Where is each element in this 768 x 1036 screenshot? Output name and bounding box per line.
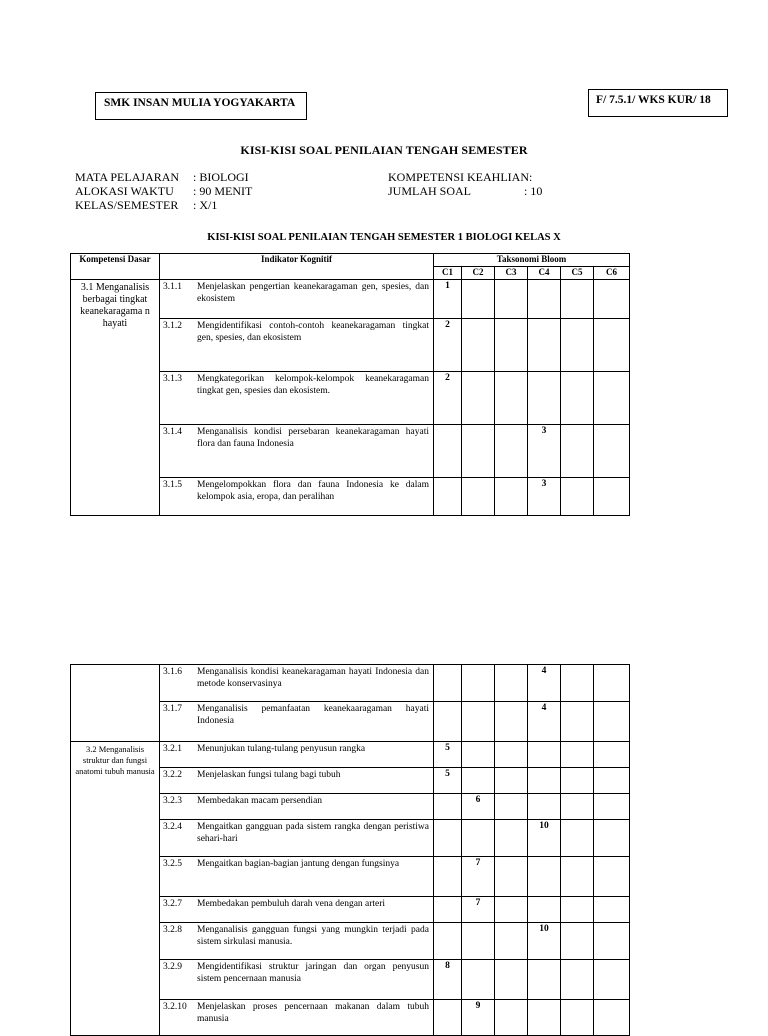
section-title: KISI-KISI SOAL PENILAIAN TENGAH SEMESTER 1 BIOLOGI KELAS X (207, 232, 561, 243)
bloom-score-c5 (561, 319, 594, 372)
bloom-score-c3 (495, 478, 528, 516)
mapel-label: MATA PELAJARAN (75, 170, 180, 184)
bloom-score-c1: 2 (434, 372, 462, 425)
table-row (71, 742, 630, 768)
indicator-number: 3.2.3 (163, 796, 182, 806)
bloom-score-c2 (462, 742, 495, 768)
bloom-score-c3 (495, 820, 528, 857)
bloom-score-c1 (434, 820, 462, 857)
kelas-value: : X/1 (193, 198, 218, 212)
indicator-cell (160, 280, 434, 319)
bloom-score-c1 (434, 794, 462, 820)
bloom-score-c2 (462, 768, 495, 794)
indicator-text: Menjelaskan proses pencernaan makanan dalam tubuh manusia (197, 1002, 429, 1024)
indicator-cell (160, 820, 434, 857)
bloom-score-c5 (561, 1000, 594, 1036)
bloom-score-c1 (434, 923, 462, 960)
bloom-score-c1: 2 (434, 319, 462, 372)
bloom-score-c3 (495, 923, 528, 960)
level-c6: C6 (594, 267, 630, 280)
bloom-score-c5 (561, 742, 594, 768)
bloom-score-c6 (594, 794, 630, 820)
indicator-number: 3.2.4 (163, 822, 182, 832)
bloom-score-c2 (462, 478, 495, 516)
indicator-number: 3.1.1 (163, 282, 182, 292)
bloom-score-c2 (462, 702, 495, 742)
indicator-text: Mengelompokkan flora dan fauna Indonesia ke dalam kelompok asia, eropa, dan peralihan (197, 480, 429, 502)
bloom-score-c3 (495, 425, 528, 478)
bloom-score-c5 (561, 923, 594, 960)
bloom-score-c5 (561, 794, 594, 820)
bloom-score-c4 (528, 960, 561, 1000)
mapel-value: : BIOLOGI (193, 170, 249, 184)
bloom-score-c6 (594, 742, 630, 768)
table-row (71, 280, 630, 319)
indicator-text: Menjelaskan fungsi tulang bagi tubuh (197, 770, 341, 780)
indicator-text: Membedakan pembuluh darah vena dengan arteri (197, 899, 386, 909)
form-code: F/ 7.5.1/ WKS KUR/ 18 (596, 94, 711, 106)
indicator-text: Membedakan macam persendian (197, 796, 323, 806)
indicator-number: 3.2.1 (163, 744, 182, 754)
bloom-score-c5 (561, 857, 594, 897)
bloom-score-c6 (594, 319, 630, 372)
bloom-score-c6 (594, 768, 630, 794)
bloom-score-c4: 3 (528, 425, 561, 478)
bloom-score-c6 (594, 820, 630, 857)
bloom-score-c3 (495, 280, 528, 319)
bloom-score-c4: 10 (528, 923, 561, 960)
bloom-score-c4 (528, 280, 561, 319)
indicator-cell (160, 665, 434, 702)
bloom-score-c2: 6 (462, 794, 495, 820)
bloom-score-c4 (528, 768, 561, 794)
indicator-text: Mengidentifikasi struktur jaringan dan organ penyusun sistem pencernaan manusia (197, 962, 429, 984)
bloom-score-c1 (434, 897, 462, 923)
bloom-score-c4: 3 (528, 478, 561, 516)
indicator-text: Menganalisis pemanfaatan keanekaaragaman hayati Indonesia (197, 704, 429, 726)
bloom-score-c5 (561, 478, 594, 516)
indicator-text: Menganalisis gangguan fungsi yang mungkin terjadi pada sistem sirkulasi manusia. (197, 925, 429, 947)
school-name-box (95, 92, 307, 120)
indicator-text: Menjelaskan pengertian keanekaragaman gen, spesies, dan ekosistem (197, 282, 429, 304)
bloom-score-c3 (495, 665, 528, 702)
kd-header: Kompetensi Dasar (71, 254, 160, 280)
indicator-number: 3.1.2 (163, 321, 182, 331)
bloom-score-c1 (434, 665, 462, 702)
bloom-score-c6 (594, 897, 630, 923)
indicator-number: 3.2.5 (163, 859, 182, 869)
document-title: KISI-KISI SOAL PENILAIAN TENGAH SEMESTER (240, 143, 528, 157)
indicator-cell (160, 742, 434, 768)
bloom-score-c2 (462, 372, 495, 425)
indicator-cell (160, 857, 434, 897)
indicator-cell (160, 372, 434, 425)
bloom-score-c4 (528, 857, 561, 897)
bloom-score-c3 (495, 794, 528, 820)
bloom-score-c6 (594, 372, 630, 425)
bloom-score-c6 (594, 857, 630, 897)
indicator-cell (160, 897, 434, 923)
bloom-score-c4 (528, 1000, 561, 1036)
bloom-score-c5 (561, 372, 594, 425)
indicator-cell (160, 794, 434, 820)
bloom-score-c4 (528, 794, 561, 820)
indicator-cell (160, 1000, 434, 1036)
level-c1: C1 (434, 267, 462, 280)
indicator-text: Mengaitkan bagian-bagian jantung dengan fungsinya (197, 859, 400, 869)
bloom-score-c1 (434, 425, 462, 478)
jumlah-value: : 10 (524, 184, 543, 198)
bloom-score-c5 (561, 425, 594, 478)
bloom-score-c4 (528, 897, 561, 923)
bloom-score-c4: 4 (528, 665, 561, 702)
indicator-text: Menganalisis kondisi persebaran keanekaragaman hayati flora dan fauna Indonesia (197, 427, 429, 449)
bloom-score-c2 (462, 960, 495, 1000)
bloom-score-c5 (561, 665, 594, 702)
indicator-number: 3.1.5 (163, 480, 182, 490)
bloom-score-c1: 5 (434, 742, 462, 768)
level-c2: C2 (462, 267, 495, 280)
level-c4: C4 (528, 267, 561, 280)
indicator-text: Menunjukan tulang-tulang penyusun rangka (197, 744, 366, 754)
bloom-score-c6 (594, 665, 630, 702)
bloom-score-c3 (495, 1000, 528, 1036)
bloom-score-c2 (462, 820, 495, 857)
alokasi-label: ALOKASI WAKTU (75, 184, 174, 198)
bloom-score-c2 (462, 923, 495, 960)
indicator-number: 3.1.6 (163, 667, 182, 677)
indicator-cell (160, 960, 434, 1000)
bloom-score-c4 (528, 319, 561, 372)
bloom-score-c5 (561, 702, 594, 742)
bloom-score-c1 (434, 478, 462, 516)
kd-cell: 3.1 Menganalisis berbagai tingkat keanekaragama n hayati (71, 280, 160, 516)
bloom-score-c6 (594, 923, 630, 960)
bloom-score-c2: 7 (462, 857, 495, 897)
bloom-score-c2 (462, 319, 495, 372)
bloom-score-c3 (495, 702, 528, 742)
bloom-score-c6 (594, 1000, 630, 1036)
level-c5: C5 (561, 267, 594, 280)
kompetensi-label: KOMPETENSI KEAHLIAN: (388, 170, 533, 184)
bloom-score-c6 (594, 478, 630, 516)
indicator-number: 3.2.9 (163, 962, 182, 972)
bloom-score-c5 (561, 280, 594, 319)
kd-cell-continued (71, 665, 160, 742)
bloom-score-c1: 8 (434, 960, 462, 1000)
kisi-table-1 (70, 253, 630, 516)
bloom-score-c3 (495, 742, 528, 768)
bloom-score-c2 (462, 280, 495, 319)
indicator-cell (160, 425, 434, 478)
bloom-score-c5 (561, 820, 594, 857)
bloom-score-c3 (495, 897, 528, 923)
bloom-score-c3 (495, 857, 528, 897)
indicator-cell (160, 478, 434, 516)
indicator-cell (160, 702, 434, 742)
bloom-score-c5 (561, 960, 594, 1000)
indicator-text: Mengidentifikasi contoh-contoh keanekaragaman tingkat gen, spesies, dan ekosistem (197, 321, 429, 343)
bloom-score-c6 (594, 702, 630, 742)
indicator-cell (160, 768, 434, 794)
taksonomi-header: Taksonomi Bloom (434, 254, 630, 267)
alokasi-value: : 90 MENIT (193, 184, 253, 198)
indicator-number: 3.2.8 (163, 925, 182, 935)
table-row (71, 665, 630, 702)
indicator-number: 3.1.3 (163, 374, 182, 384)
bloom-score-c4 (528, 742, 561, 768)
bloom-score-c5 (561, 768, 594, 794)
bloom-score-c1 (434, 1000, 462, 1036)
bloom-score-c1 (434, 702, 462, 742)
kelas-label: KELAS/SEMESTER (75, 198, 179, 212)
bloom-score-c5 (561, 897, 594, 923)
bloom-score-c3 (495, 960, 528, 1000)
indikator-header: Indikator Kognitif (160, 254, 434, 280)
school-name: SMK INSAN MULIA YOGYAKARTA (104, 97, 296, 109)
bloom-score-c2 (462, 665, 495, 702)
bloom-score-c2: 7 (462, 897, 495, 923)
kd-cell: 3.2 Menganalisis struktur dan fungsi anatomi tubuh manusia (71, 742, 160, 1036)
bloom-score-c4 (528, 372, 561, 425)
bloom-score-c6 (594, 960, 630, 1000)
bloom-score-c6 (594, 425, 630, 478)
indicator-text: Mengaitkan gangguan pada sistem rangka dengan peristiwa sehari-hari (197, 822, 429, 844)
bloom-score-c3 (495, 768, 528, 794)
bloom-score-c2 (462, 425, 495, 478)
bloom-score-c3 (495, 319, 528, 372)
kisi-table-2 (70, 664, 630, 1036)
indicator-number: 3.1.7 (163, 704, 182, 714)
bloom-score-c2: 9 (462, 1000, 495, 1036)
jumlah-label: JUMLAH SOAL (388, 184, 472, 198)
indicator-cell (160, 923, 434, 960)
indicator-number: 3.2.10 (163, 1002, 187, 1012)
level-c3: C3 (495, 267, 528, 280)
indicator-number: 3.2.7 (163, 899, 182, 909)
indicator-number: 3.2.2 (163, 770, 182, 780)
indicator-number: 3.1.4 (163, 427, 182, 437)
indicator-text: Mengkategorikan kelompok-kelompok keanekaragaman tingkat gen, spesies dan ekosistem. (197, 374, 429, 396)
bloom-score-c1: 5 (434, 768, 462, 794)
indicator-cell (160, 319, 434, 372)
bloom-score-c3 (495, 372, 528, 425)
indicator-text: Menganalisis kondisi keanekaragaman hayati Indonesia dan metode konservasinya (197, 667, 429, 689)
bloom-score-c4: 10 (528, 820, 561, 857)
bloom-score-c1: 1 (434, 280, 462, 319)
bloom-score-c1 (434, 857, 462, 897)
bloom-score-c4: 4 (528, 702, 561, 742)
bloom-score-c6 (594, 280, 630, 319)
form-code-box (588, 89, 728, 117)
